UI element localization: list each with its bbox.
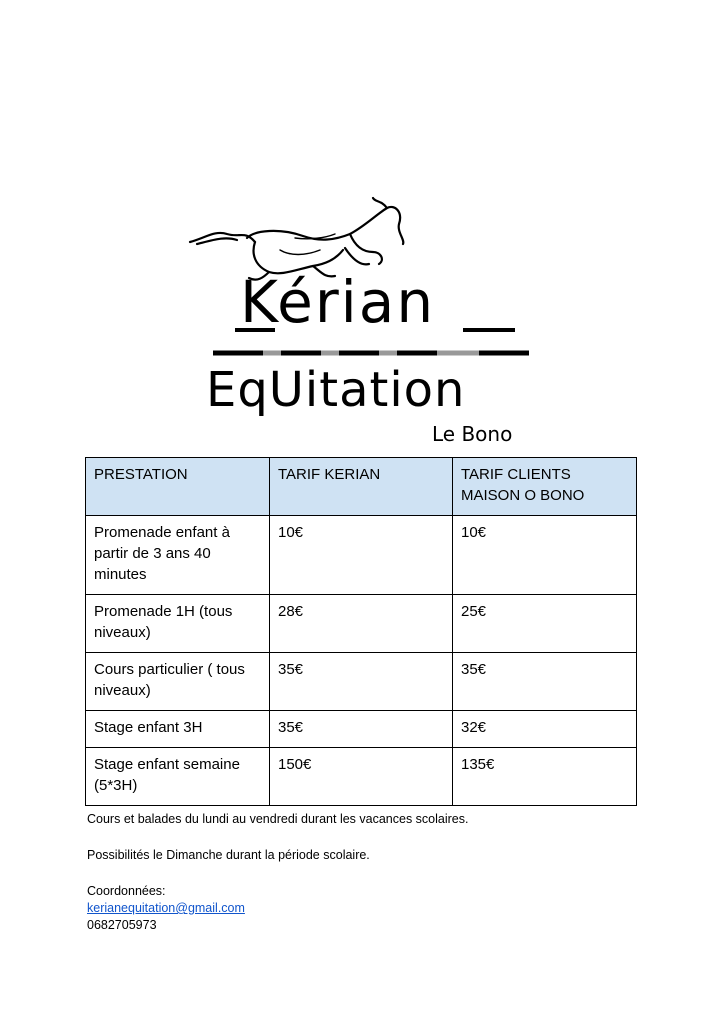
header-prestation: PRESTATION [86, 458, 270, 516]
table-row [86, 516, 637, 595]
table-row [86, 711, 637, 748]
table-row [86, 748, 637, 806]
cell-tarif-kerian: 10€ [270, 516, 453, 595]
cell-tarif-clients: 10€ [453, 516, 637, 595]
cell-tarif-kerian: 35€ [270, 653, 453, 711]
cell-tarif-clients: 25€ [453, 595, 637, 653]
price-table [85, 457, 637, 806]
cell-tarif-clients: 32€ [453, 711, 637, 748]
table-row [86, 595, 637, 653]
cell-prestation: Stage enfant 3H [86, 711, 270, 748]
cell-prestation: Stage enfant semaine (5*3H) [86, 748, 270, 806]
cell-prestation: Cours particulier ( tous niveaux) [86, 653, 270, 711]
schedule-note: Cours et balades du lundi au vendredi durant les vacances scolaires. [87, 812, 469, 826]
cell-tarif-kerian: 28€ [270, 595, 453, 653]
header-tarif-clients: TARIF CLIENTS MAISON O BONO [453, 458, 637, 516]
logo-title: Kérian [240, 268, 436, 336]
email-link[interactable]: kerianequitation@gmail.com [87, 901, 245, 915]
table-header-row [86, 458, 637, 516]
cell-tarif-clients: 35€ [453, 653, 637, 711]
phone-number: 0682705973 [87, 918, 157, 932]
table-row [86, 653, 637, 711]
cell-prestation: Promenade enfant à partir de 3 ans 40 minutes [86, 516, 270, 595]
logo-place: Le Bono [432, 422, 513, 446]
cell-tarif-kerian: 150€ [270, 748, 453, 806]
cell-prestation: Promenade 1H (tous niveaux) [86, 595, 270, 653]
contact-label: Coordonnées: [87, 884, 166, 898]
logo-subtitle: EqUitation [206, 362, 466, 418]
cell-tarif-clients: 135€ [453, 748, 637, 806]
cell-tarif-kerian: 35€ [270, 711, 453, 748]
sunday-note: Possibilités le Dimanche durant la période scolaire. [87, 848, 370, 862]
header-tarif-kerian: TARIF KERIAN [270, 458, 453, 516]
